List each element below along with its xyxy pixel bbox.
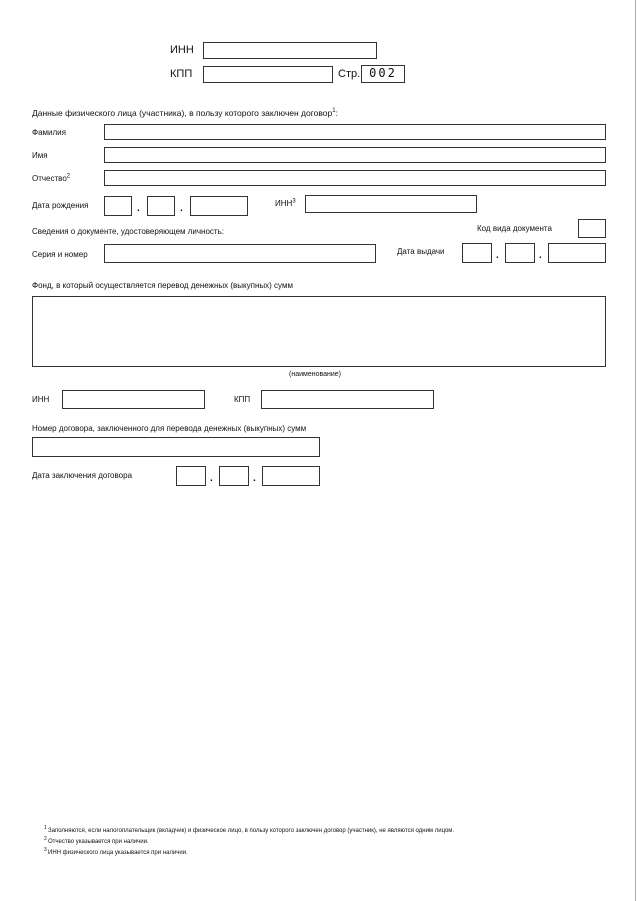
- fund-inn-label: ИНН: [32, 395, 50, 404]
- date-separator: .: [253, 473, 256, 484]
- header-kpp-field[interactable]: [203, 66, 333, 83]
- surname-label: Фамилия: [32, 128, 66, 137]
- date-separator: .: [180, 203, 183, 214]
- series-number-label: Серия и номер: [32, 250, 88, 259]
- date-separator: .: [496, 250, 499, 261]
- birth-date-label: Дата рождения: [32, 201, 89, 210]
- patronymic-label: Отчество$^2$: [32, 173, 71, 183]
- footnote: 3 ИНН физического лица указывается при наличии.: [44, 847, 188, 856]
- fund-section-title: Фонд, в который осуществляется перевод денежных (выкупных) сумм: [32, 281, 293, 290]
- contract-number-field[interactable]: [32, 437, 320, 457]
- fund-kpp-label: КПП: [234, 395, 251, 404]
- page-edge: [635, 0, 636, 901]
- birth-date-year[interactable]: [190, 196, 248, 216]
- footnote: 1 Заполняются, если налогоплательщик (вкладчик) и физическое лицо, в пользу которого заключен договор (участник), не являются одним лицом.: [44, 825, 455, 834]
- contract-date-label: Дата заключения договора: [32, 471, 133, 480]
- issue-date-month[interactable]: [505, 243, 535, 263]
- birth-date-day[interactable]: [104, 196, 132, 216]
- contract-date-day[interactable]: [176, 466, 206, 486]
- person-inn-label: ИНН$^3$: [275, 198, 296, 208]
- name-label: Имя: [32, 151, 48, 160]
- series-number-field[interactable]: [104, 244, 376, 263]
- birth-date-month[interactable]: [147, 196, 175, 216]
- contract-date-year[interactable]: [262, 466, 320, 486]
- date-separator: .: [137, 203, 140, 214]
- doc-section-label: Сведения о документе, удостоверяющем личность:: [32, 227, 224, 236]
- header-kpp-label: КПП: [170, 68, 193, 80]
- header-inn-field[interactable]: [203, 42, 377, 59]
- patronymic-field[interactable]: [104, 170, 606, 186]
- doc-type-code-field[interactable]: [578, 219, 606, 238]
- fund-name-caption: (наименование): [289, 371, 341, 378]
- surname-field[interactable]: [104, 124, 606, 140]
- page-label: Стр.: [338, 68, 361, 80]
- doc-type-code-label: Код вида документа: [477, 224, 552, 233]
- contract-date-month[interactable]: [219, 466, 249, 486]
- date-separator: .: [210, 473, 213, 484]
- issue-date-day[interactable]: [462, 243, 492, 263]
- fund-kpp-field[interactable]: [261, 390, 434, 409]
- issue-date-label: Дата выдачи: [397, 247, 445, 256]
- person-section-title: Данные физического лица (участника), в пользу которого заключен договор$^1$:: [32, 108, 338, 118]
- footnote: 2 Отчество указывается при наличии.: [44, 836, 149, 845]
- name-field[interactable]: [104, 147, 606, 163]
- person-inn-field[interactable]: [305, 195, 477, 213]
- header-inn-label: ИНН: [170, 44, 194, 56]
- issue-date-year[interactable]: [548, 243, 606, 263]
- date-separator: .: [539, 250, 542, 261]
- fund-name-field[interactable]: [32, 296, 606, 367]
- fund-inn-field[interactable]: [62, 390, 205, 409]
- contract-number-label: Номер договора, заключенного для перевода денежных (выкупных) сумм: [32, 424, 307, 433]
- page-number-box: 002: [361, 65, 405, 83]
